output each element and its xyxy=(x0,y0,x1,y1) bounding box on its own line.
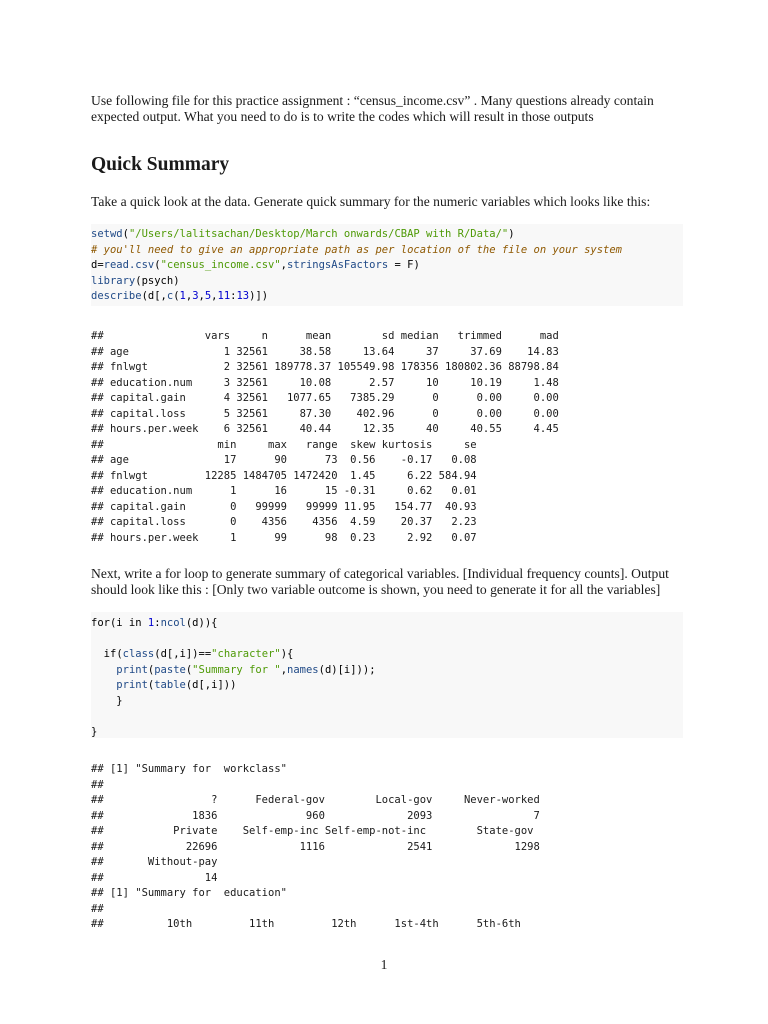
code-token: = xyxy=(388,259,408,271)
code-number: 11 xyxy=(217,290,231,302)
code-number: 13 xyxy=(236,290,250,302)
code-token: (d[,i]) xyxy=(154,648,199,660)
code-token: , xyxy=(280,663,288,676)
code-token: c xyxy=(166,290,174,302)
code-string: "character" xyxy=(211,648,281,660)
code-token: ) xyxy=(413,259,420,271)
code-token: paste xyxy=(154,663,186,676)
code-token: table xyxy=(154,679,186,691)
code-token: ( xyxy=(185,663,193,676)
code-number: 5 xyxy=(204,290,212,302)
code-token: (psych) xyxy=(135,274,180,287)
code-token: read.csv xyxy=(103,259,155,271)
code-token: print xyxy=(116,679,148,691)
code-token: library xyxy=(91,274,136,287)
code-token: stringsAsFactors xyxy=(287,259,389,271)
code-token: class xyxy=(122,648,155,660)
code-token: , xyxy=(211,290,218,302)
code-comment: # you'll need to give an appropriate path as per location of the file on your system xyxy=(91,243,623,256)
code-token: ( xyxy=(116,648,123,660)
code-token: F xyxy=(407,259,414,271)
page-number: 1 xyxy=(380,957,388,972)
code-number: 3 xyxy=(192,290,199,302)
code-token: (d[,i])) xyxy=(185,679,237,691)
code-token: names xyxy=(287,663,319,676)
code-token: d xyxy=(91,259,98,271)
code-block-describe xyxy=(91,224,683,306)
loop-instruction: Next, write a for loop to generate summary of categorical variables. [Individual frequency counts]. Output should look like this : [Only two variable outcome is shown, you need to generate it for all the variables] xyxy=(91,566,669,597)
intro-paragraph: Use following file for this practice assignment : “census_income.csv” . Many questions already contain expected output. What you need to do is to write the codes which will result in those outputs xyxy=(91,93,654,124)
code-token: : xyxy=(154,617,161,629)
code-token: , xyxy=(185,290,193,302)
code-token: if xyxy=(103,648,117,660)
table-output: ## [1] "Summary for workclass" ## ## ? Federal-gov Local-gov Never-worked ## 1836 960 2093 7 ## Private Self-emp-inc Self-emp-not-inc State-gov ## 22696 1116 2541 1298 ## Without-pay ## 14 ## [1] "Summary for education" ## ## 10th 11th 12th 1st-4th 5th-6th xyxy=(91,763,540,930)
code-token: ( xyxy=(154,259,161,271)
code-token: ( xyxy=(147,663,155,676)
code-token: setwd xyxy=(91,228,123,240)
code-token: for(i in xyxy=(91,617,148,629)
code-token: ncol xyxy=(160,617,186,629)
code-token: } xyxy=(91,725,98,738)
code-token: describe xyxy=(91,290,142,302)
code-token: ) xyxy=(508,228,515,240)
code-token: )]) xyxy=(249,290,269,302)
code-token: == xyxy=(198,648,212,660)
code-token: ){ xyxy=(280,648,294,660)
code-number: 1 xyxy=(147,617,155,629)
code-token: ( xyxy=(173,290,180,302)
code-number: 1 xyxy=(179,290,186,302)
code-token: ( xyxy=(122,228,129,240)
code-string: "census_income.csv" xyxy=(160,259,281,271)
code-token: (d[, xyxy=(141,290,167,302)
code-token: = xyxy=(97,259,104,271)
code-token: , xyxy=(280,259,287,271)
code-token: (d)[i])); xyxy=(318,663,376,676)
code-token: (d)){ xyxy=(185,617,218,629)
code-token: print xyxy=(116,663,148,676)
summary-instruction: Take a quick look at the data. Generate quick summary for the numeric variables which looks like this: xyxy=(91,194,651,209)
describe-output: ## vars n mean sd median trimmed mad ## age 1 32561 38.58 13.64 37 37.69 14.83 ## fnlwgt 2 32561 189778.37 105549.98 178356 180802.36 88798.84 ## education.num 3 32561 10.08 2.57 10 10.19 1.48 ## capital.gain 4 32561 1077.65 7385.29 0 0.00 0.00 ## capital.loss 5 32561 87.30 402.96 0 0.00 0.00 ## hours.per.week 6 32561 40.44 12.35 40 40.55 4.45 ## min max range skew kurtosis se ## age 17 90 73 0.56 -0.17 0.08 ## fnlwgt 12285 1484705 1472420 1.45 6.22 584.94 ## education.num 1 16 15 -0.31 0.62 0.01 ## capital.gain 0 99999 99999 11.95 154.77 40.93 ## capital.loss 0 4356 4356 4.59 20.37 2.23 ## hours.per.week 1 99 98 0.23 2.92 0.07 xyxy=(91,330,559,544)
code-token: ( xyxy=(147,679,155,691)
section-heading: Quick Summary xyxy=(91,154,230,175)
code-token: } xyxy=(116,694,123,707)
code-token: , xyxy=(198,290,205,302)
code-string: "Summary for " xyxy=(192,663,281,676)
code-block-loop xyxy=(91,612,683,738)
code-string: "/Users/lalitsachan/Desktop/March onwards/CBAP with R/Data/" xyxy=(128,228,509,240)
code-token: : xyxy=(230,290,237,302)
